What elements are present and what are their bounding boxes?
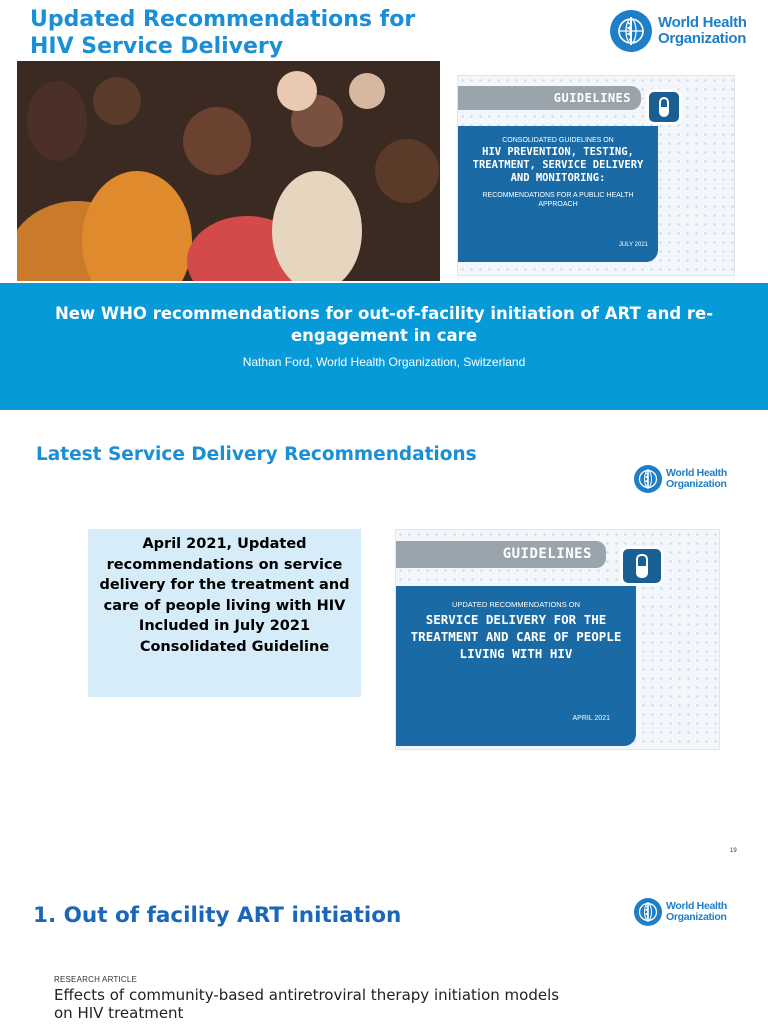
who-logo-line2: Organization <box>658 30 747 47</box>
who-emblem-icon <box>634 465 662 493</box>
slide3-title: 1. Out of facility ART initiation <box>33 903 402 928</box>
cover-kicker: UPDATED RECOMMENDATIONS ON <box>451 600 581 609</box>
guideline-cover-july-2021 <box>457 75 735 276</box>
who-logo-line2: Organization <box>666 911 727 923</box>
note-last-line: Consolidated Guideline <box>139 638 330 655</box>
who-emblem-icon <box>634 898 662 926</box>
who-emblem-icon <box>610 10 652 52</box>
crowd-photo <box>17 61 440 281</box>
cover-heading: SERVICE DELIVERY FOR THE TREATMENT AND CARE OF PEOPLE LIVING WITH HIV <box>410 612 622 661</box>
who-logo <box>634 898 727 926</box>
who-logo <box>610 10 747 52</box>
cover-date: JULY 2021 <box>618 242 648 248</box>
guideline-cover-april-2021 <box>395 529 720 750</box>
banner-headline: New WHO recommendations for out-of-facility initiation of ART and re-engagement in care <box>54 304 714 345</box>
cover-subheading: RECOMMENDATIONS FOR A PUBLIC HEALTH APPROACH <box>482 192 634 208</box>
cover-kicker: CONSOLIDATED GUIDELINES ON <box>502 137 614 144</box>
note-main-text: April 2021, Updated recommendations on service delivery for the treatment and care of people living with HIV Included in July 2021 <box>99 536 350 634</box>
slide2-title: Latest Service Delivery Recommendations <box>36 444 477 465</box>
who-logo-line1: World Health <box>666 467 727 479</box>
research-article-tag: RESEARCH ARTICLE <box>54 975 138 984</box>
who-logo <box>634 465 727 493</box>
cover-guidelines-tab: GUIDELINES <box>458 86 641 110</box>
cover-date: APRIL 2021 <box>572 715 610 722</box>
title-banner <box>0 283 768 410</box>
capsule-icon <box>646 89 682 125</box>
who-logo-line2: Organization <box>666 478 727 490</box>
recommendation-note <box>88 529 361 697</box>
banner-author: Nathan Ford, World Health Organization, Switzerland <box>242 355 526 369</box>
slide1-title: Updated Recommendations for HIV Service Delivery <box>30 7 416 59</box>
cover-panel <box>396 586 636 746</box>
who-logo-line1: World Health <box>666 900 727 912</box>
who-logo-line1: World Health <box>658 14 747 31</box>
cover-heading: HIV PREVENTION, TESTING, TREATMENT, SERVICE DELIVERY AND MONITORING: <box>472 146 644 184</box>
capsule-icon <box>620 546 664 586</box>
page-number: 19 <box>730 848 737 854</box>
paper-title: Effects of community-based antiretroviral therapy initiation models on HIV treatment <box>54 986 560 1022</box>
cover-guidelines-tab: GUIDELINES <box>396 541 606 568</box>
cover-panel <box>458 126 658 262</box>
